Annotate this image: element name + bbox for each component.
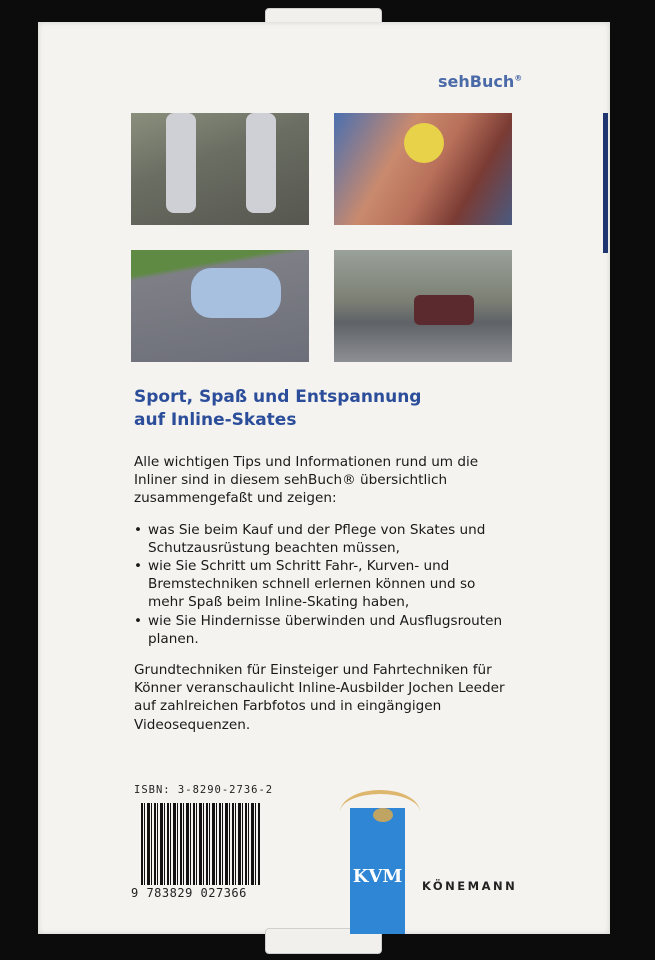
list-item: • wie Sie Hindernisse überwinden und Ausflugsrouten planen. <box>134 612 514 648</box>
photo-skaters-street <box>334 250 512 362</box>
heading-line-2: auf Inline-Skates <box>134 410 297 430</box>
feature-list <box>134 521 514 648</box>
barcode <box>141 803 261 885</box>
closing-text: Grundtechniken für Einsteiger und Fahrtechniken für Könner veranschaulicht Inline-Ausbilder Jochen Leeder auf zahlreichen Farbfotos und in eingängigen Videosequenzen. <box>134 662 505 733</box>
cover-heading <box>134 386 421 432</box>
registered-mark: ® <box>514 73 523 83</box>
publisher-name: KÖNEMANN <box>422 879 518 893</box>
list-item: • was Sie beim Kauf und der Pflege von Skates und Schutzausrüstung beachten müssen, <box>134 521 514 557</box>
brand-name: sehBuch <box>438 72 515 91</box>
list-item: • wie Sie Schritt um Schritt Fahr-, Kurven- und Bremstechniken schnell erlernen können und so mehr Spaß beim Inline-Skating haben, <box>134 557 514 612</box>
photo-skater-fall <box>131 250 309 362</box>
brand-sehbuch <box>438 72 522 91</box>
intro-text: Alle wichtigen Tips und Informationen rund um die Inliner sind in diesem sehBuch® übersichtlich zusammengefaßt und zeigen: <box>134 454 479 507</box>
photo-skate-wheel-maintenance <box>334 113 512 225</box>
isbn: ISBN: 3-8290-2736-2 <box>134 784 274 796</box>
photo-skater-legs <box>131 113 309 225</box>
logo-kvm: KVM <box>352 866 403 887</box>
description <box>134 453 514 747</box>
spine-strip <box>603 113 608 253</box>
heading-line-1: Sport, Spaß und Entspannung <box>134 387 422 407</box>
eye-iris-icon <box>373 808 393 822</box>
barcode-digits: 9 783829 027366 <box>131 886 247 900</box>
